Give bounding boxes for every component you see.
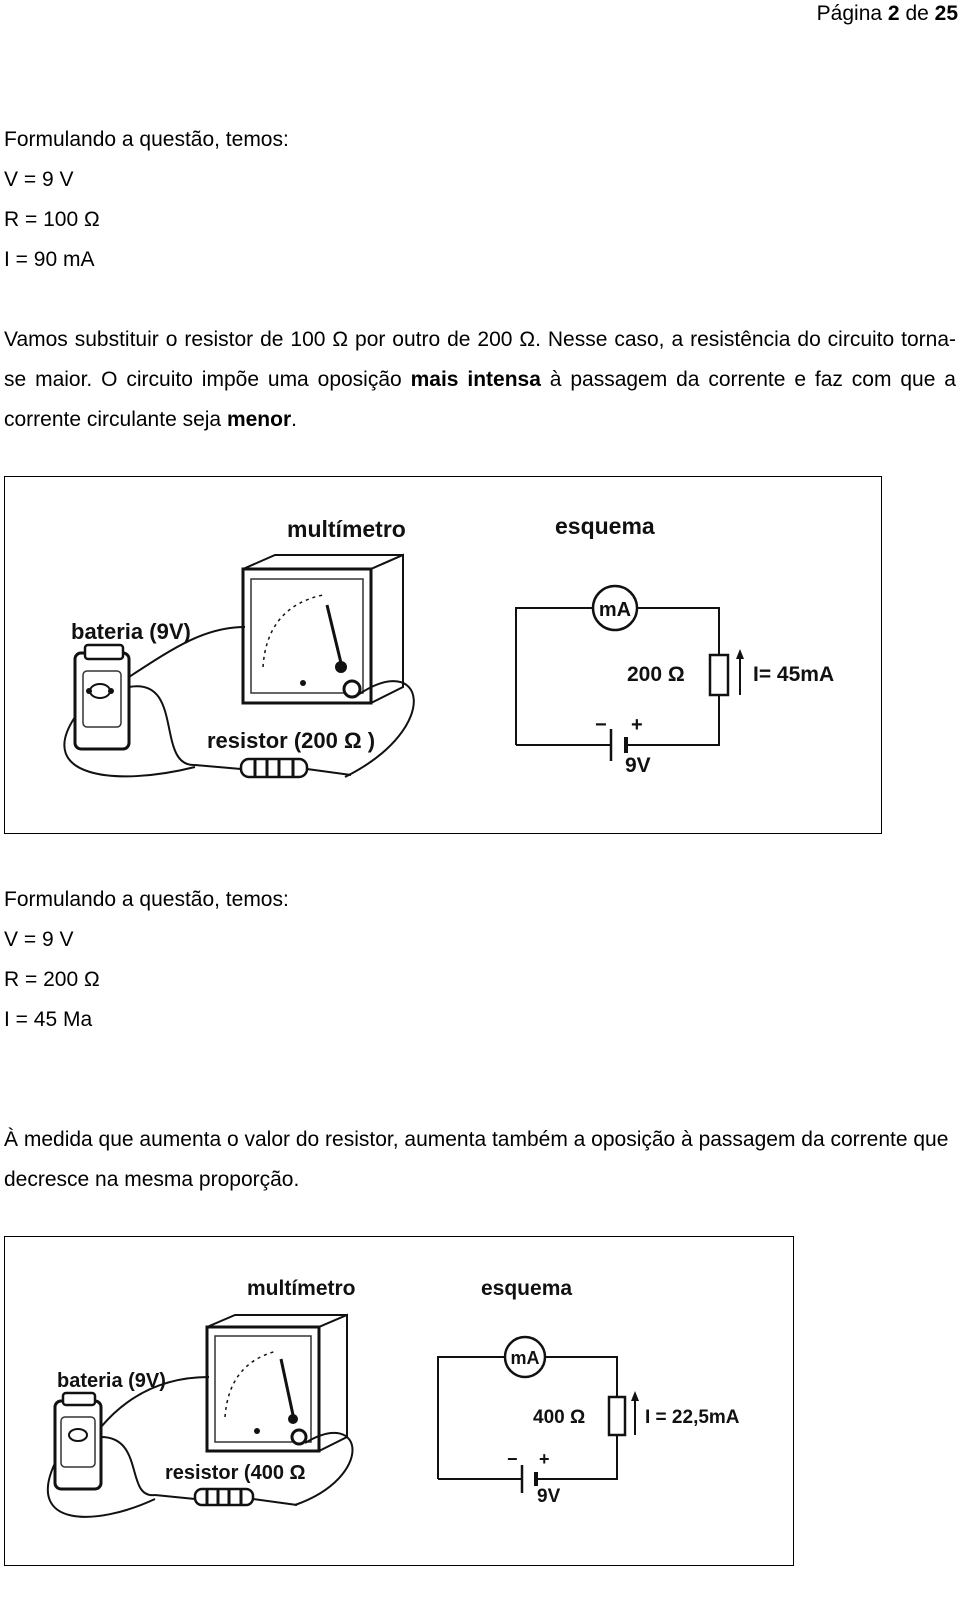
voltage-value-1: V = 9 V [4,168,74,191]
current-page: 2 [887,2,900,25]
ammeter-label: mA [598,599,632,621]
positive-terminal: + [539,1449,550,1469]
current-value-2: I = 45 Ma [4,1008,93,1031]
para1-text-a: Vamos substituir o resistor de 100 Ω por outro de 200 Ω. Nesse caso, a resistência do circuito torna-se maior. O circuito impõe uma oposição [4,328,956,391]
schematic-resistance: 400 Ω [533,1407,586,1428]
multimeter-label: multímetro [247,1277,356,1300]
paragraph-2: À medida que aumenta o valor do resistor, aumenta também a oposição à passagem da corrente que decresce na mesma proporção. [4,1128,949,1191]
multimeter-label: multímetro [287,516,406,542]
resistance-value-1: R = 100 Ω [4,208,100,231]
resistor-label: resistor (200 Ω ) [207,728,376,753]
formulation-intro-2: Formulando a questão, temos: [4,888,289,911]
battery-label: bateria (9V) [71,619,191,644]
resistor-symbol [609,1397,625,1435]
negative-terminal: − [595,714,607,736]
schematic-voltage: 9V [537,1486,561,1507]
battery-label: bateria (9V) [57,1370,166,1392]
resistor-symbol [710,655,728,695]
current-value-1: I = 90 mA [4,248,95,271]
para1-text-b: à passagem da corrente e faz com que a corrente circulante seja [4,368,956,431]
circuit-schematic [516,586,834,777]
schematic-voltage: 9V [625,754,651,777]
voltage-value-2: V = 9 V [4,928,74,951]
battery-icon [75,645,129,749]
negative-terminal: − [507,1449,518,1469]
page-number [817,2,958,26]
para1-text-c: . [291,408,297,431]
resistance-value-2: R = 200 Ω [4,968,100,991]
schematic-label: esquema [481,1277,573,1300]
formulation-intro-1: Formulando a questão, temos: [4,128,289,151]
para1-bold-b: menor [226,408,292,431]
resistor-icon [195,759,351,777]
schematic-label: esquema [555,513,655,539]
circuit-illustration-400 [5,1237,793,1565]
positive-terminal: + [631,714,643,736]
battery-icon [55,1393,101,1489]
page-of: de [905,2,929,25]
schematic-resistance: 200 Ω [627,663,685,686]
circuit-illustration-200 [5,477,881,833]
circuit-figure-200 [4,476,882,834]
page-label: Página [816,2,883,25]
circuit-figure-400 [4,1236,794,1566]
multimeter-icon [207,1315,347,1451]
schematic-current: I = 22,5mA [645,1407,740,1428]
resistor-icon [155,1489,297,1505]
resistor-label: resistor (400 Ω [165,1462,306,1484]
schematic-current: I= 45mA [753,663,835,686]
circuit-schematic [438,1337,740,1507]
ammeter-label: mA [510,1348,540,1368]
para1-bold-a: mais intensa [410,368,541,391]
multimeter-icon [243,555,403,703]
paragraph-1 [4,320,956,440]
total-pages: 25 [934,2,958,25]
